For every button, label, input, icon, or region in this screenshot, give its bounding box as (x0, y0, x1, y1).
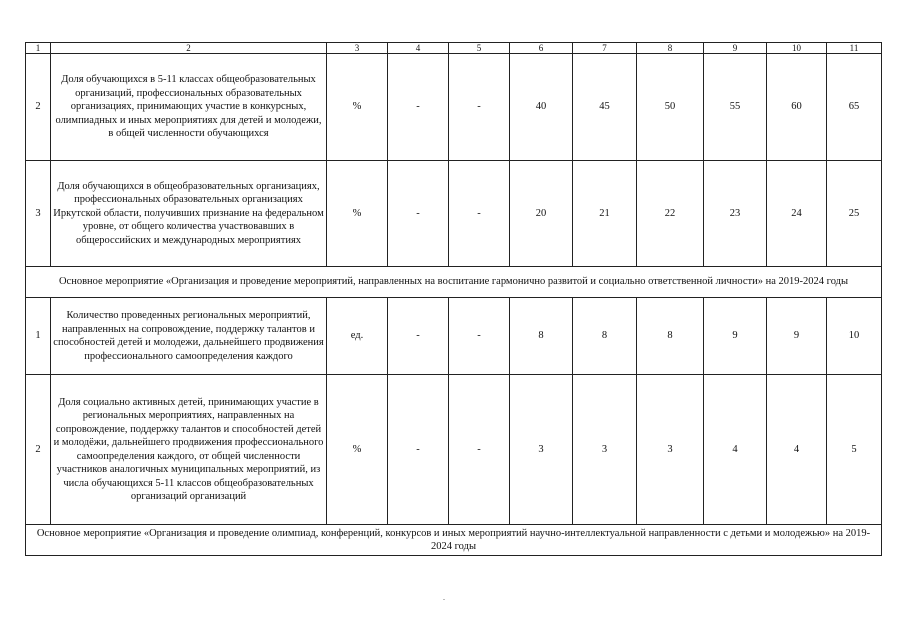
table-row (26, 375, 882, 525)
header-cell: 9 (704, 43, 767, 54)
value-cell: 8 (637, 298, 704, 375)
header-cell: 11 (827, 43, 882, 54)
value-cell: 4 (767, 375, 827, 525)
header-cell: 5 (449, 43, 510, 54)
value-cell: - (449, 298, 510, 375)
indicator-description: Доля обучающихся в 5-11 классах общеобразовательных организаций, профессиональных образовательных организациях, принимающих участие в конкурсных, олимпиадных и иных мероприятиях для детей и молодежи, в общей численности обучающихся (51, 54, 327, 161)
value-cell: 45 (573, 54, 637, 161)
indicator-description: Доля социально активных детей, принимающих участие в региональных мероприятиях, направленных на сопровождение, поддержку талантов и способностей детей и молодёжи, дальнейшего продвижения профессионального самоопределения каждого, от общей численности участников аналогичных муниципальных мероприятий, из числа обучающихся 5-11 классов общеобразовательных организаций организаций (51, 375, 327, 525)
header-cell: 7 (573, 43, 637, 54)
value-cell: - (388, 54, 449, 161)
value-cell: - (388, 161, 449, 267)
value-cell: 3 (573, 375, 637, 525)
header-cell: 4 (388, 43, 449, 54)
value-cell: 3 (637, 375, 704, 525)
value-cell: 40 (510, 54, 573, 161)
value-cell: 9 (767, 298, 827, 375)
value-cell: 23 (704, 161, 767, 267)
section-row (26, 267, 882, 298)
value-cell: 55 (704, 54, 767, 161)
row-number: 2 (26, 54, 51, 161)
header-cell: 10 (767, 43, 827, 54)
indicators-table (25, 42, 882, 556)
table-row (26, 161, 882, 267)
value-cell: 25 (827, 161, 882, 267)
unit-cell: % (327, 54, 388, 161)
value-cell: 4 (704, 375, 767, 525)
unit-cell: % (327, 375, 388, 525)
header-cell: 6 (510, 43, 573, 54)
value-cell: 21 (573, 161, 637, 267)
header-row (26, 43, 882, 54)
value-cell: - (449, 161, 510, 267)
value-cell: - (388, 298, 449, 375)
value-cell: 24 (767, 161, 827, 267)
value-cell: 8 (573, 298, 637, 375)
value-cell: - (388, 375, 449, 525)
value-cell: 10 (827, 298, 882, 375)
value-cell: 3 (510, 375, 573, 525)
value-cell: 65 (827, 54, 882, 161)
section-title: Основное мероприятие «Организация и проведение олимпиад, конференций, конкурсов и иных мероприятий научно-интеллектуальной направленности с детьми и молодежью» на 2019-2024 годы (26, 525, 882, 556)
section-title: Основное мероприятие «Организация и проведение мероприятий, направленных на воспитание гармонично развитой и социально ответственной личности» на 2019-2024 годы (26, 267, 882, 298)
value-cell: 22 (637, 161, 704, 267)
header-cell: 3 (327, 43, 388, 54)
table-row (26, 298, 882, 375)
value-cell: 5 (827, 375, 882, 525)
value-cell: - (449, 54, 510, 161)
value-cell: 8 (510, 298, 573, 375)
header-cell: 1 (26, 43, 51, 54)
scan-speck (443, 599, 445, 600)
header-cell: 8 (637, 43, 704, 54)
header-cell: 2 (51, 43, 327, 54)
value-cell: - (449, 375, 510, 525)
indicator-description: Количество проведенных региональных мероприятий, направленных на сопровождение, поддержку талантов и способностей детей и молодежи, дальнейшего продвижения профессионального самоопределения каждого (51, 298, 327, 375)
value-cell: 20 (510, 161, 573, 267)
table-row (26, 54, 882, 161)
value-cell: 50 (637, 54, 704, 161)
row-number: 1 (26, 298, 51, 375)
unit-cell: % (327, 161, 388, 267)
section-row (26, 525, 882, 556)
indicator-description: Доля обучающихся в общеобразовательных организациях, профессиональных образовательных организациях Иркутской области, получивших признание на федеральном уровне, от общего количества участвовавших в общероссийских и международных мероприятиях (51, 161, 327, 267)
row-number: 2 (26, 375, 51, 525)
value-cell: 9 (704, 298, 767, 375)
unit-cell: ед. (327, 298, 388, 375)
row-number: 3 (26, 161, 51, 267)
value-cell: 60 (767, 54, 827, 161)
